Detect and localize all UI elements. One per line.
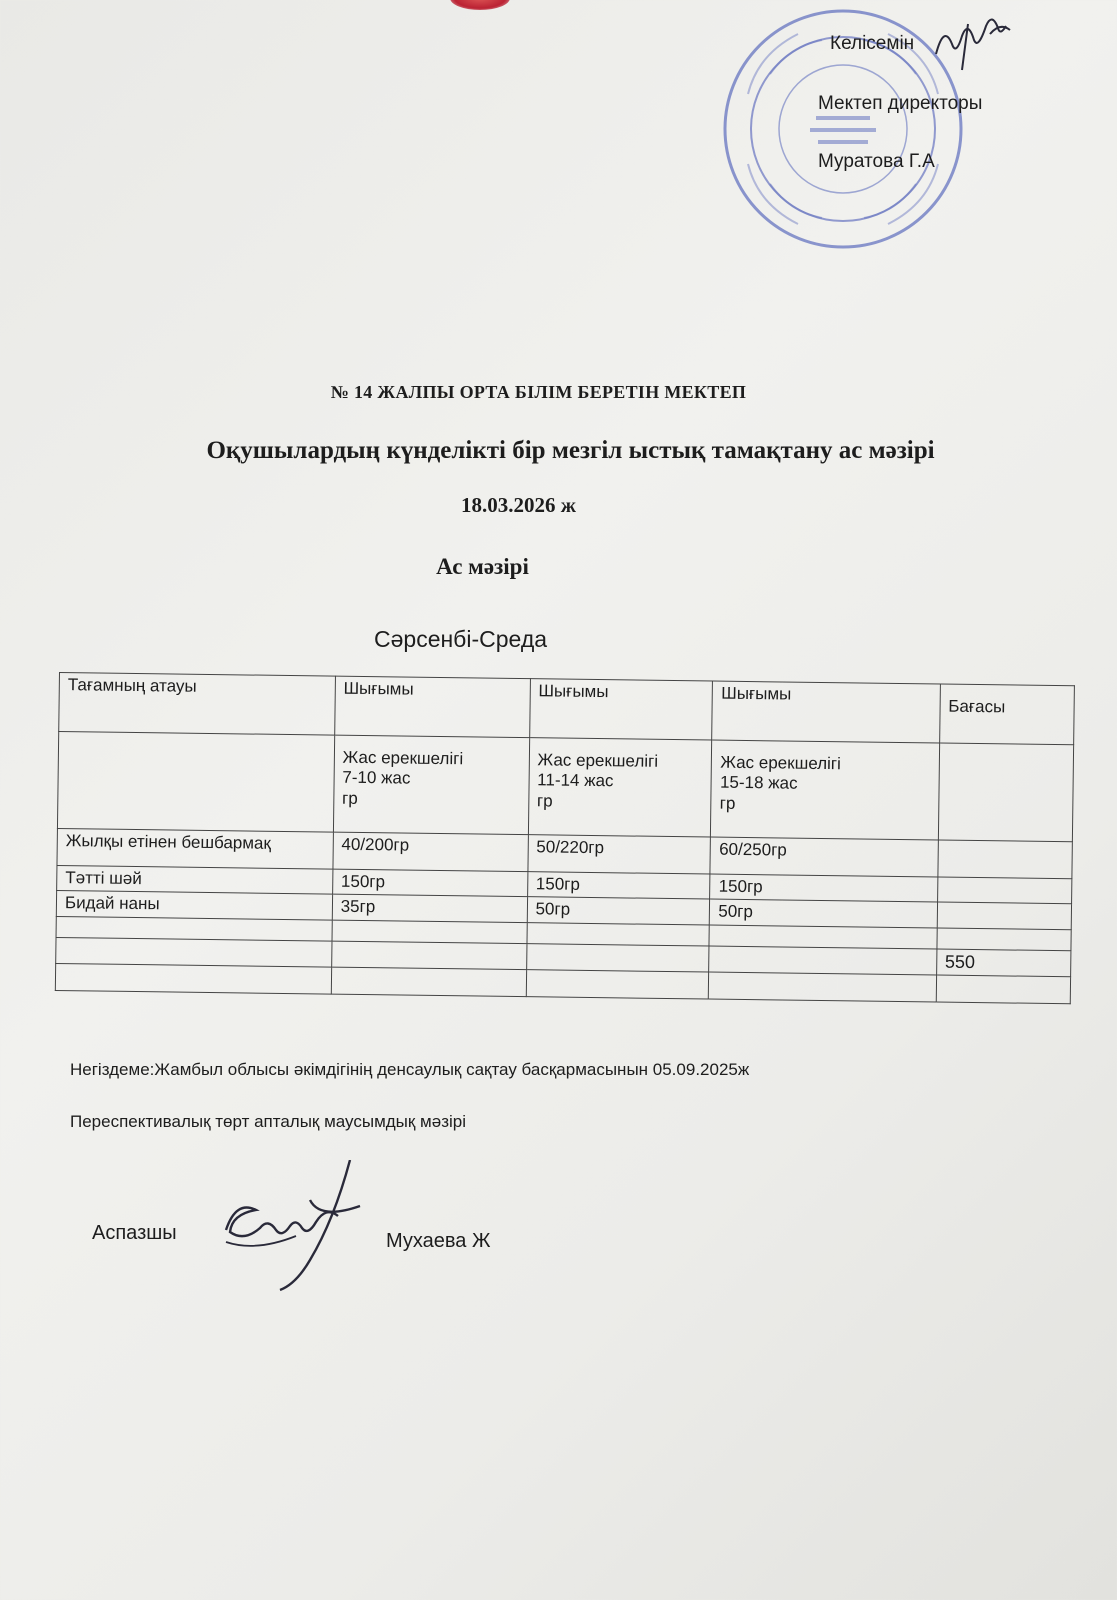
portion-cell: 150гр xyxy=(527,872,710,900)
total-price: 550 xyxy=(936,949,1071,977)
age-group-row xyxy=(57,732,1073,842)
empty-cell xyxy=(709,972,937,1002)
portion-cell: 40/200гр xyxy=(333,832,528,872)
empty-cell xyxy=(709,925,936,949)
approval-title: Келісемін xyxy=(830,33,915,54)
portion-cell: 50/220гр xyxy=(528,835,711,874)
cook-label: Аспазшы xyxy=(92,1222,177,1244)
portion-cell: 150гр xyxy=(710,874,938,902)
dish-name: Жылқы етінен бешбармақ xyxy=(57,828,333,869)
portion-cell: 150гр xyxy=(332,869,527,897)
empty-cell xyxy=(936,975,1071,1004)
empty-cell xyxy=(527,922,710,945)
empty-cell xyxy=(938,743,1074,842)
basis-note: Негіздеме:Жамбыл облысы әкімдігінің денсаулық сақтау басқармасынын 05.09.2025ж xyxy=(70,1060,750,1079)
price-cell xyxy=(937,902,1072,929)
perspective-note: Переспективалық төрт апталық маусымдық мәзірі xyxy=(70,1112,466,1131)
menu-title: Оқушылардың күнделікті бір мезгіл ыстық тамақтану ас мәзірі xyxy=(206,437,935,464)
empty-cell xyxy=(57,732,334,833)
age-group-cell: Жас ерекшелігі 15-18 жас гр xyxy=(711,740,939,840)
empty-cell xyxy=(526,943,709,972)
empty-cell xyxy=(709,946,937,976)
header-cell: Шығымы xyxy=(529,679,713,740)
empty-cell xyxy=(331,941,526,970)
empty-cell xyxy=(332,920,527,944)
age-group-cell: Жас ерекшелігі 7-10 жас гр xyxy=(333,735,529,835)
header-cell: Шығымы xyxy=(712,681,940,743)
empty-cell xyxy=(937,928,1072,951)
header-cell: Шығымы xyxy=(334,676,530,738)
age-group-cell: Жас ерекшелігі 11-14 жас гр xyxy=(528,738,712,837)
school-name: № 14 ЖАЛПЫ ОРТА БІЛІМ БЕРЕТІН МЕКТЕП xyxy=(330,382,747,402)
price-cell xyxy=(937,877,1072,904)
empty-cell xyxy=(55,964,331,995)
header-cell: Бағасы xyxy=(939,684,1074,745)
approval-role: Мектеп директоры xyxy=(818,93,983,114)
portion-cell: 50гр xyxy=(527,897,710,925)
portion-cell: 35гр xyxy=(332,894,527,922)
empty-cell xyxy=(56,937,332,967)
cook-signature xyxy=(206,1160,386,1310)
dish-name: Бидай наны xyxy=(56,891,332,920)
price-cell xyxy=(938,840,1073,879)
empty-cell xyxy=(526,970,709,999)
menu-day: Сәрсенбі-Среда xyxy=(374,626,548,652)
dish-name: Тәтті шәй xyxy=(57,865,333,894)
cook-name: Мухаева Ж xyxy=(386,1230,491,1252)
director-signature xyxy=(930,14,1020,74)
header-cell: Тағамның атауы xyxy=(59,673,335,736)
portion-cell: 60/250гр xyxy=(710,837,938,877)
menu-subtitle: Ас мәзірі xyxy=(436,554,529,579)
empty-cell xyxy=(331,967,526,997)
pushpin xyxy=(450,0,510,10)
portion-cell: 50гр xyxy=(710,899,938,927)
menu-table xyxy=(55,672,1075,1005)
menu-date: 18.03.2026 ж xyxy=(461,493,576,517)
approval-name: Муратова Г.А xyxy=(818,151,935,172)
